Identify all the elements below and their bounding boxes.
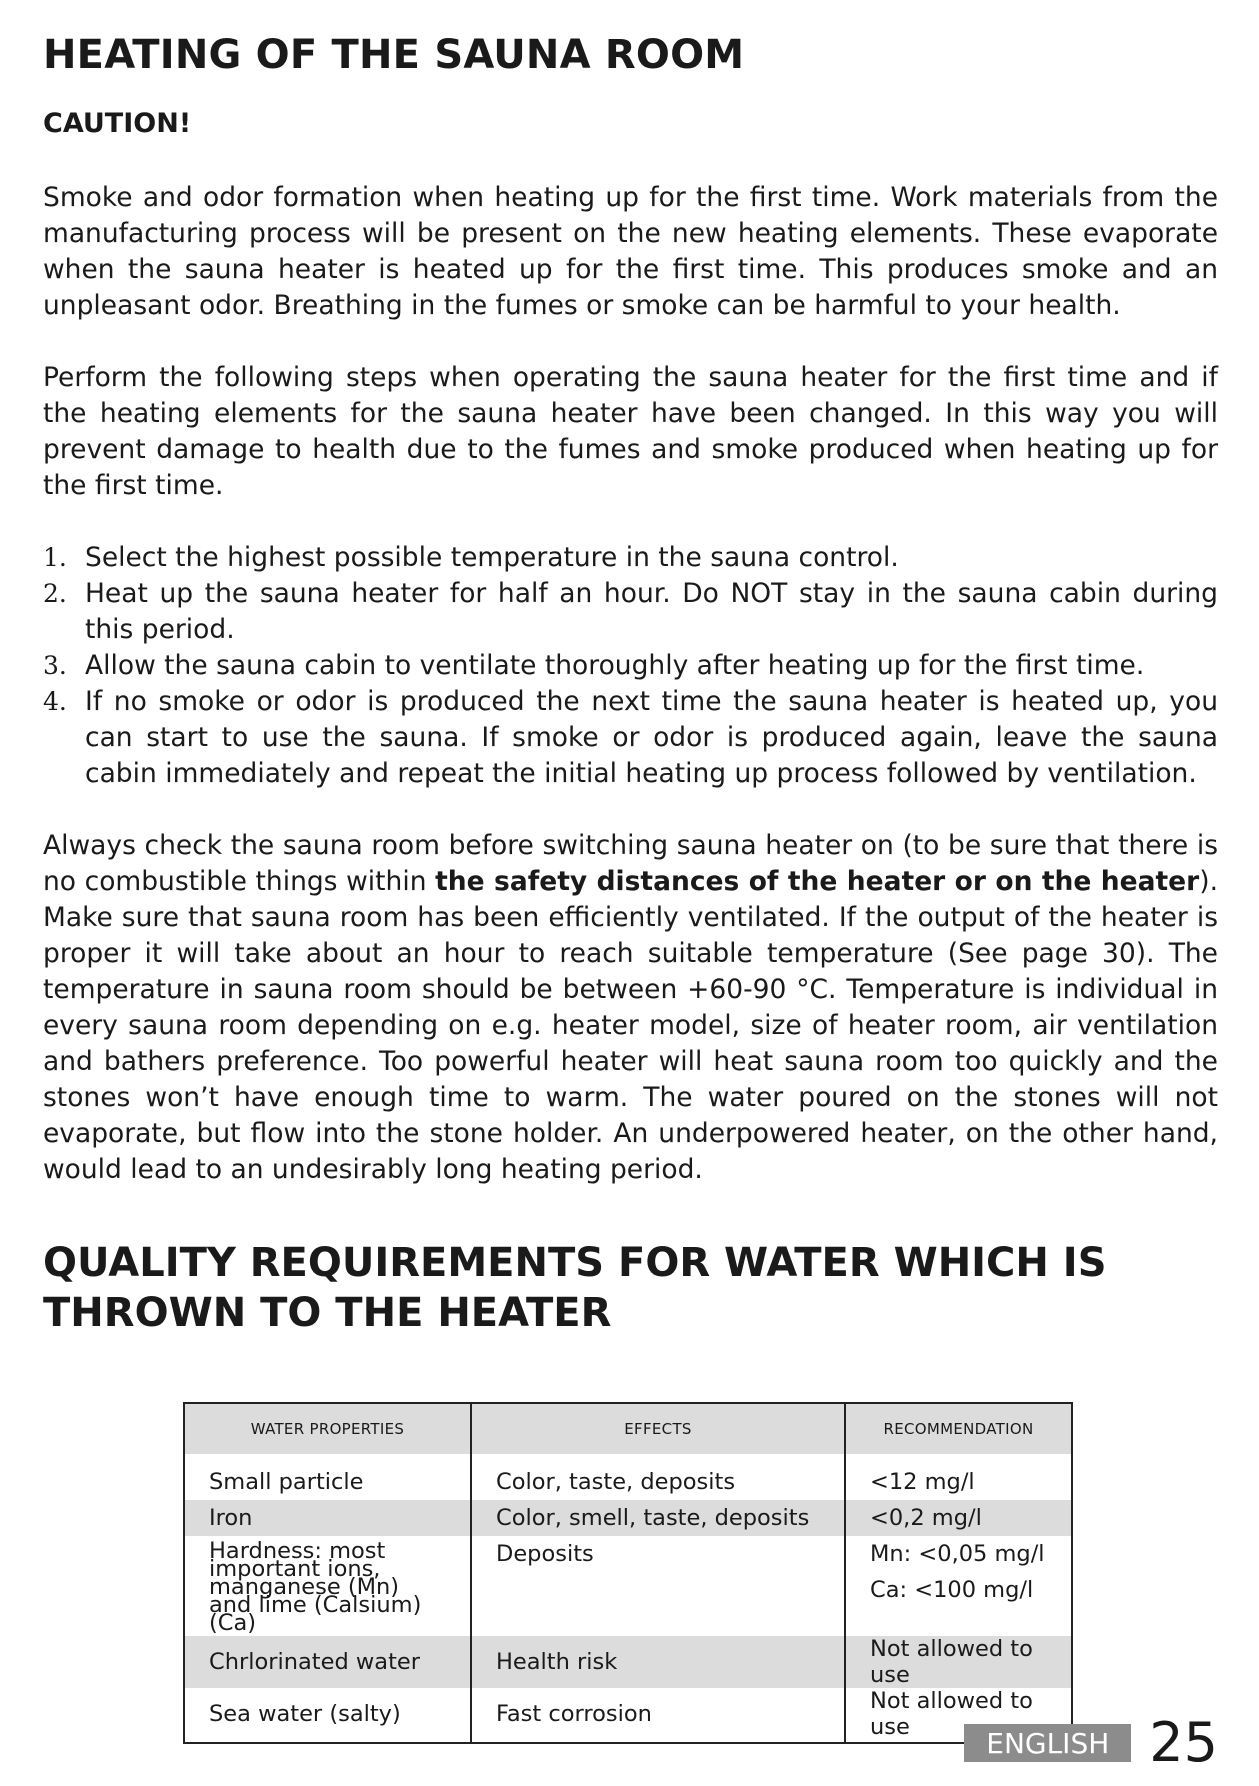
cell-property: Small particle (209, 1469, 364, 1495)
cell-property: Iron (184, 1500, 471, 1536)
paragraph-text: ). Make sure that sauna room has been efficiently ventilated. If the output of the heater is proper it will take about an hour to reach suitable temperature (See page 30). The temperature in sauna room should be between +60-90 °C. Temperature is individual in every sauna room depending on e.g. heater model, size of heater room, air ventilation and bathers preference. Too powerful heater will heat sauna room too quickly and the stones won’t have enough time to warm. The water poured on the stones will not evaporate, but flow into the stone holder. An underpowered heater, on the other hand, would lead to an undesirably long heating period. (43, 866, 1218, 1185)
step-text: If no smoke or odor is produced the next time the sauna heater is heated up, you can start to use the sauna. If smoke or odor is produced again, leave the sauna cabin immediately and repeat the initial heating up process followed by ventilation. (85, 686, 1218, 789)
page-number: 25 (1149, 1711, 1218, 1774)
paragraph-text: Always check the sauna room before switching sauna heater on (to be sure that there is no combustible things within (43, 830, 1218, 897)
cell-effect: Color, smell, taste, deposits (471, 1500, 845, 1536)
cell-effect: Color, taste, deposits (471, 1454, 845, 1500)
step-number: 3. (43, 651, 67, 680)
table-row (184, 1536, 1072, 1636)
step-text: Heat up the sauna heater for half an hour. Do NOT stay in the sauna cabin during this period. (85, 578, 1218, 645)
cell-effect: Health risk (471, 1636, 845, 1688)
step-text: Allow the sauna cabin to ventilate thoroughly after heating up for the first time. (85, 650, 1145, 681)
step-item (43, 684, 1218, 792)
table-row (184, 1688, 1072, 1743)
table-row (184, 1500, 1072, 1536)
cell-effect (471, 1536, 845, 1636)
step-number: 4. (43, 687, 67, 716)
page-content (43, 30, 1218, 1338)
caution-heading: CAUTION! (43, 108, 192, 139)
step-item (43, 540, 1218, 576)
table-row (184, 1636, 1072, 1688)
step-number: 2. (43, 579, 67, 608)
cell-recommendation-text: Mn: <0,05 mg/l (870, 1541, 1045, 1567)
table-row (184, 1454, 1072, 1500)
step-text: Select the highest possible temperature in the sauna control. (85, 542, 899, 573)
cell-recommendation: Not allowed to use (845, 1688, 1072, 1743)
column-header-water-properties: WATER PROPERTIES (184, 1403, 471, 1454)
cell-property (184, 1536, 471, 1636)
cell-recommendation (845, 1536, 1072, 1636)
cell-effect-text: Deposits (496, 1541, 594, 1567)
cell-recommendation: Not allowed to use (845, 1636, 1072, 1688)
water-quality-table (183, 1402, 1073, 1744)
cell-property-text: Hardness: most important ions, manganese (Mn) and lime (Calsium) (Ca) (209, 1538, 422, 1636)
table-header-row (184, 1403, 1072, 1454)
cell-recommendation: <0,2 mg/l (845, 1500, 1072, 1536)
column-header-effects: EFFECTS (471, 1403, 845, 1454)
column-header-recommendation: RECOMMENDATION (845, 1403, 1072, 1454)
page-footer (964, 1713, 1218, 1773)
cell-effect: Fast corrosion (471, 1688, 845, 1743)
language-label: ENGLISH (964, 1724, 1131, 1762)
step-item (43, 648, 1218, 684)
cell-property: Chrlorinated water (184, 1636, 471, 1688)
cell-recommendation-text: Ca: <100 mg/l (870, 1577, 1034, 1603)
paragraph-smoke-odor: Smoke and odor formation when heating up for the first time. Work materials from the manufacturing process will be present on the new heating elements. These evaporate when the sauna heater is heated up for the first time. This produces smoke and an unpleasant odor. Breathing in the fumes or smoke can be harmful to your health. (43, 182, 1218, 321)
paragraph-check-sauna-room (43, 828, 1218, 1188)
cell-recommendation: <12 mg/l (845, 1454, 1072, 1500)
page-title: HEATING OF THE SAUNA ROOM (43, 32, 745, 78)
paragraph-emphasis: the safety distances of the heater or on the heater (435, 866, 1200, 897)
section-title-water-quality: QUALITY REQUIREMENTS FOR WATER WHICH IS THROWN TO THE HEATER (43, 1240, 1107, 1336)
cell-property: Sea water (salty) (209, 1701, 401, 1727)
step-item (43, 576, 1218, 648)
steps-list (43, 540, 1218, 792)
step-number: 1. (43, 543, 67, 572)
paragraph-first-time-steps: Perform the following steps when operating the sauna heater for the first time and if the heating elements for the sauna heater have been changed. In this way you will prevent damage to health due to the fumes and smoke produced when heating up for the first time. (43, 362, 1218, 501)
